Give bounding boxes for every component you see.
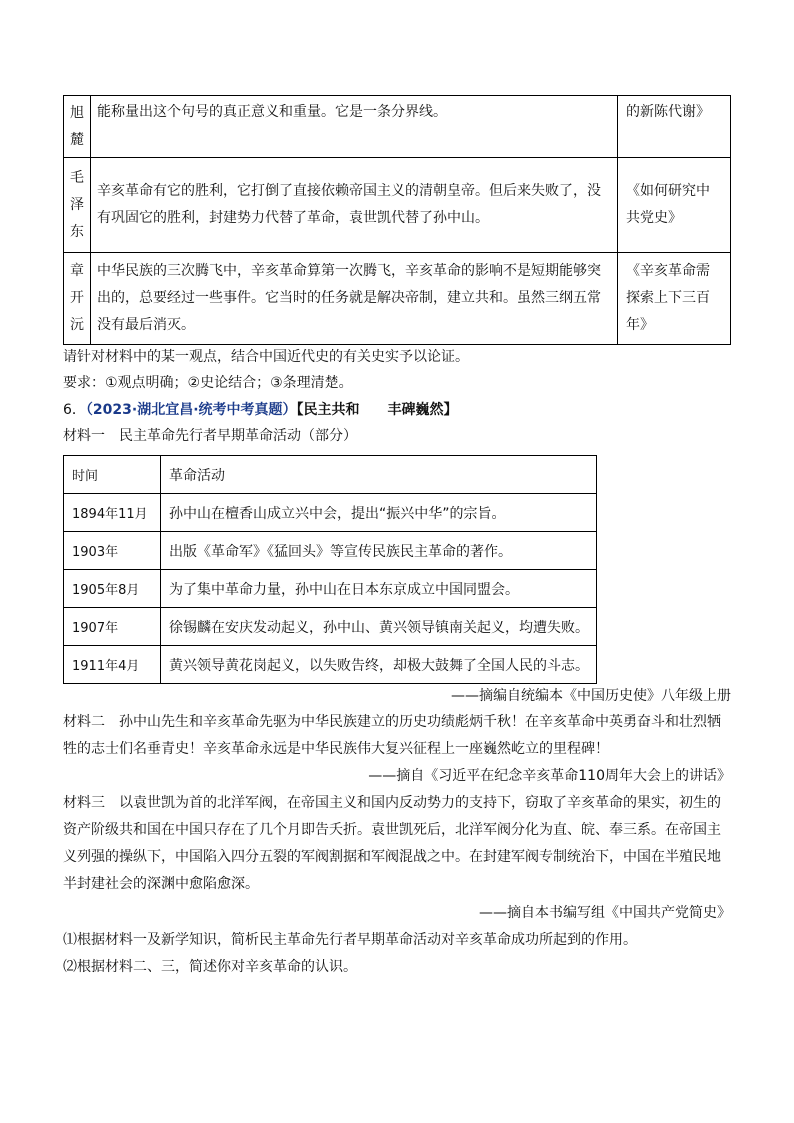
time-cell: 1905年8月: [64, 570, 161, 608]
question-title-right: 丰碑巍然】: [387, 402, 458, 418]
time-cell: 1894年11月: [64, 494, 161, 532]
viewpoint-content: 能称量出这个句号的真正意义和重量。它是一条分界线。: [91, 96, 618, 158]
question-2: ⑵根据材料二、三，简述你对辛亥革命的认识。: [63, 959, 357, 975]
question-title-left: 【民主共和: [296, 402, 360, 418]
material-3-source: ——摘自本书编写组《中国共产党简史》: [479, 905, 731, 921]
scholar-name: 旭 麓: [64, 96, 91, 158]
question-source: （2023·湖北宜昌·统考中考真题）: [85, 402, 297, 418]
material-2-text: 材料二 孙中山先生和辛亥革命先驱为中华民族建立的历史功绩彪炳千秋！在辛亥革命中英勇奋斗和壮烈牺牲的志士们名垂青史！辛亥革命永远是中华民族伟大复兴征程上一座巍然屹立的里程碑！: [63, 714, 721, 757]
q5-instruction: 请针对材料中的某一观点，结合中国近代史的有关史实予以论证。: [63, 349, 469, 365]
viewpoint-source: 《辛亥革命需探索上下三百年》: [618, 253, 731, 345]
activity-cell: 徐锡麟在安庆发动起义，孙中山、黄兴领导镇南关起义，均遭失败。: [161, 608, 597, 646]
time-cell: 1911年4月: [64, 646, 161, 684]
table-row: [64, 158, 731, 253]
scholar-name: 毛 泽 东: [64, 158, 91, 253]
material-2-source: ——摘自《习近平在纪念辛亥革命110周年大会上的讲话》: [368, 768, 731, 784]
table-row: [64, 570, 597, 608]
table-header-row: [64, 456, 597, 494]
activity-cell: 孙中山在檀香山成立兴中会，提出“振兴中华”的宗旨。: [161, 494, 597, 532]
activity-cell: 为了集中革命力量，孙中山在日本东京成立中国同盟会。: [161, 570, 597, 608]
table-row: [64, 532, 597, 570]
question-1: ⑴根据材料一及新学知识，简析民主革命先行者早期革命活动对辛亥革命成功所起到的作用。: [63, 932, 637, 948]
material-1-source: ——摘编自统编本《中国历史使》八年级上册: [451, 688, 731, 704]
viewpoint-content: 辛亥革命有它的胜利，它打倒了直接依赖帝国主义的清朝皇帝。但后来失败了，没有巩固它的胜利，封建势力代替了革命，袁世凯代替了孙中山。: [91, 158, 618, 253]
column-header: 革命活动: [161, 456, 597, 494]
revolution-activities-table: [63, 455, 597, 684]
table-row: [64, 253, 731, 345]
viewpoint-content: 中华民族的三次腾飞中，辛亥革命算第一次腾飞，辛亥革命的影响不是短期能够突出的，总要经过一些事件。它当时的任务就是解决帝制，建立共和。虽然三纲五常没有最后消灭。: [91, 253, 618, 345]
table-row: [64, 96, 731, 158]
q5-requirements: 要求：①观点明确；②史论结合；③条理清楚。: [63, 375, 353, 391]
time-cell: 1907年: [64, 608, 161, 646]
activity-cell: 出版《革命军》《猛回头》等宣传民族民主革命的著作。: [161, 532, 597, 570]
table-row: [64, 494, 597, 532]
time-cell: 1903年: [64, 532, 161, 570]
material-3-text: 材料三 以袁世凯为首的北洋军阀，在帝国主义和国内反动势力的支持下，窃取了辛亥革命的果实，初生的资产阶级共和国在中国只存在了几个月即告夭折。袁世凯死后，北洋军阀分化为直、皖、奉三系。在帝国主义列强的操纵下，中国陷入四分五裂的军阀割据和军阀混战之中。在封建军阀专制统治下，中国在半殖民地半封建社会的深渊中愈陷愈深。: [63, 795, 721, 892]
viewpoint-source: 《如何研究中共党史》: [618, 158, 731, 253]
activity-cell: 黄兴领导黄花岗起义，以失败告终，却极大鼓舞了全国人民的斗志。: [161, 646, 597, 684]
column-header: 时间: [64, 456, 161, 494]
scholar-name: 章 开 沅: [64, 253, 91, 345]
table-row: [64, 646, 597, 684]
q6-header: [63, 400, 458, 420]
viewpoints-table: [63, 95, 731, 345]
viewpoint-source: 的新陈代谢》: [618, 96, 731, 158]
table-row: [64, 608, 597, 646]
question-number: 6．: [63, 402, 86, 418]
material-1-title: 材料一 民主革命先行者早期革命活动（部分）: [63, 428, 357, 444]
